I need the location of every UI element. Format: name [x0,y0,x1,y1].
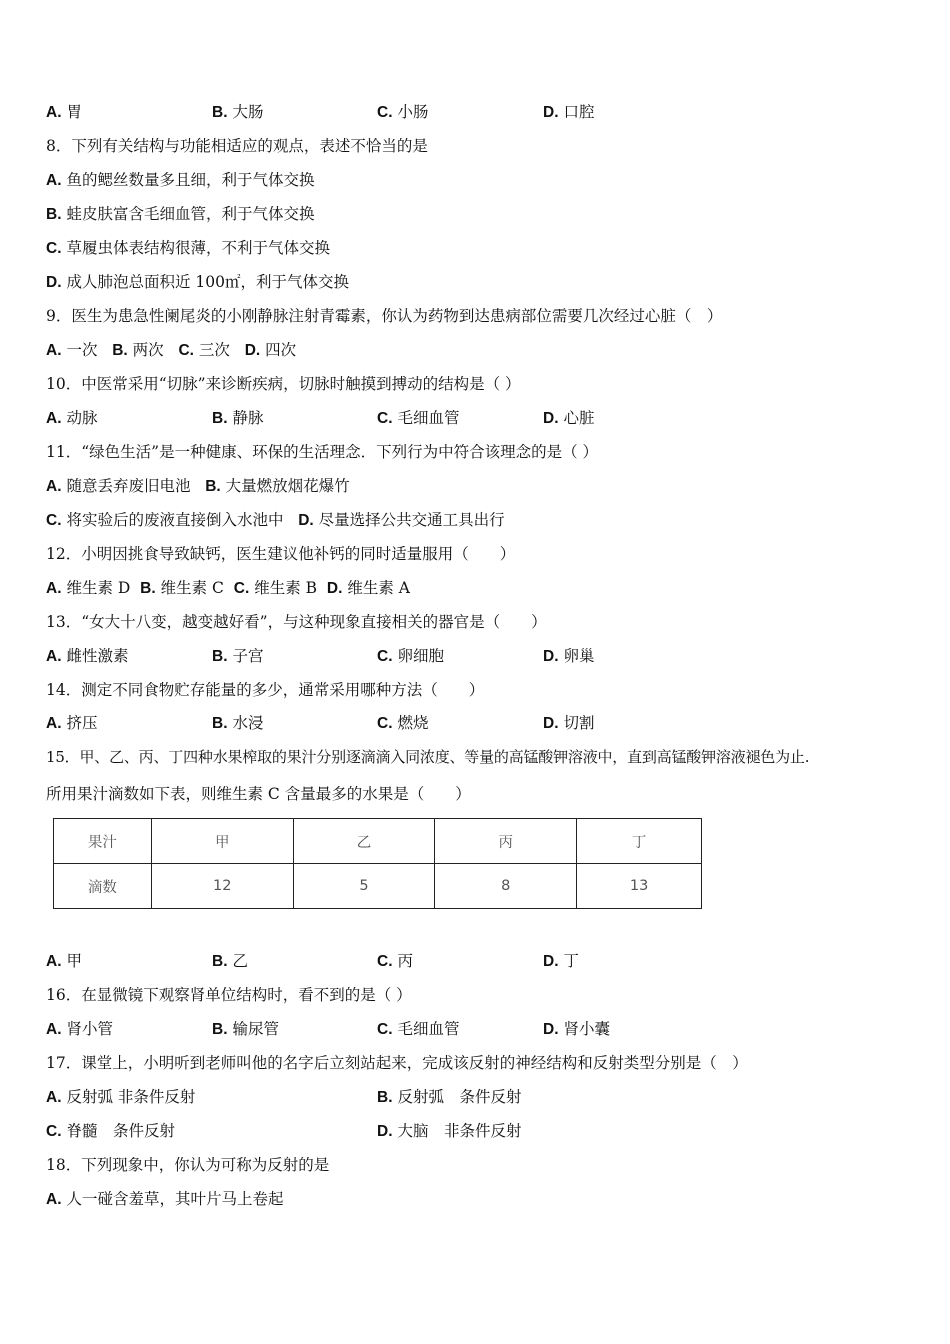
option-letter: C. [46,512,62,529]
option-letter: A. [46,1089,62,1106]
option-letter: D. [377,1123,393,1140]
q12-stem: 12．小明因挑食导致缺钙，医生建议他补钙的同时适量服用（ ） [46,545,516,563]
option-text: 子宫 [232,647,264,665]
option-text: 丙 [397,952,413,970]
option-letter: B. [212,104,228,121]
option-letter: D. [543,104,559,121]
option-letter: B. [212,648,228,665]
q14-option-b [212,713,263,734]
option-text: 卵巢 [563,647,595,665]
option-text: 卵细胞 [397,647,444,665]
option-letter: D. [543,953,559,970]
option-letter: C. [377,410,393,427]
option-text: 丁 [563,952,579,970]
q8-option-d [46,272,349,293]
q10-stem: 10．中医常采用“切脉”来诊断疾病，切脉时触摸到搏动的结构是（ ） [46,375,521,393]
q11-stem: 11．“绿色生活”是一种健康、环保的生活理念．下列行为中符合该理念的是（ ） [46,443,599,461]
option-text: 四次 [265,341,297,359]
option-letter: A. [46,1191,62,1208]
option-text: 草履虫体表结构很薄，不利于气体交换 [66,239,330,257]
option-letter: C. [377,104,393,121]
q10-option-b [212,408,263,429]
q10-option-c [377,408,459,429]
table-cell: 5 [293,864,435,909]
option-letter: B. [212,953,228,970]
option-letter: C. [377,648,393,665]
option-text: 肾小囊 [563,1020,610,1038]
option-text: 成人肺泡总面积近 100㎡，利于气体交换 [66,273,349,291]
option-letter: B. [112,342,128,359]
option-text: 静脉 [232,409,264,427]
option-letter: C. [46,1123,62,1140]
option-letter: C. [233,580,250,597]
q14-option-a [46,713,97,734]
q18-stem: 18．下列现象中，你认为可称为反射的是 [46,1156,330,1174]
option-letter: D. [244,342,261,359]
option-letter: C. [377,715,393,732]
q9-options [46,340,296,361]
table-row [54,864,702,909]
option-letter: C. [178,342,194,359]
option-text: 切割 [563,714,595,732]
q9-stem: 9．医生为患急性阑尾炎的小刚静脉注射青霉素，你认为药物到达患病部位需要几次经过心脏（ ） [46,307,723,325]
option-text: 甲 [66,952,82,970]
q15-option-a [46,951,82,972]
option-letter: C. [377,953,393,970]
table-cell: 丙 [435,819,577,864]
option-letter: D. [543,1021,559,1038]
q13-option-b [212,646,263,667]
option-text: 输尿管 [232,1020,279,1038]
option-text: 两次 [132,341,164,359]
q17-option-b [377,1087,521,1108]
table-cell: 滴数 [54,864,152,909]
table-cell: 13 [577,864,702,909]
option-letter: C. [377,1021,393,1038]
q11-options-cd [46,510,505,531]
q11-options-ab [46,476,350,497]
option-text: 维生素 C [160,579,224,597]
option-text: 口腔 [563,103,595,121]
option-text: 大脑 非条件反射 [397,1122,522,1140]
q16-option-b [212,1019,279,1040]
q16-stem: 16．在显微镜下观察肾单位结构时，看不到的是（ ） [46,986,412,1004]
q16-option-a [46,1019,113,1040]
table-cell: 甲 [151,819,293,864]
q15-option-d [543,951,579,972]
option-text: 心脏 [563,409,595,427]
q17-stem: 17．课堂上，小明听到老师叫他的名字后立刻站起来，完成该反射的神经结构和反射类型分别是（ ） [46,1054,748,1072]
table-cell: 丁 [577,819,702,864]
option-text: 水浸 [232,714,264,732]
option-letter: B. [140,580,156,597]
option-letter: A. [46,1021,62,1038]
option-text: 维生素 A [347,579,410,597]
option-letter: A. [46,104,62,121]
option-text: 乙 [232,952,248,970]
q7-option-b [212,102,263,123]
q8-option-a [46,170,314,191]
option-letter: A. [46,342,62,359]
table-cell: 8 [435,864,577,909]
table-cell: 乙 [293,819,435,864]
option-letter: A. [46,953,62,970]
q15-stem-line1: 15．甲、乙、丙、丁四种水果榨取的果汁分别逐滴滴入同浓度、等量的高锰酸钾溶液中，直到高锰酸钾溶液褪色为止. [46,748,810,766]
q13-option-d [543,646,594,667]
option-text: 维生素 B [254,579,318,597]
q14-option-d [543,713,594,734]
q15-stem-line2: 所用果汁滴数如下表，则维生素 C 含量最多的水果是（ ） [46,785,471,803]
option-text: 挤压 [66,714,98,732]
option-text: 反射弧 条件反射 [397,1088,522,1106]
option-letter: B. [46,206,62,223]
option-text: 尽量选择公共交通工具出行 [318,511,505,529]
q12-options [46,578,410,599]
q7-option-a [46,102,82,123]
table-header-row [54,819,702,864]
option-letter: A. [46,715,62,732]
option-letter: B. [205,478,221,495]
option-text: 肾小管 [66,1020,113,1038]
option-letter: D. [46,274,62,291]
q10-option-a [46,408,97,429]
q10-option-d [543,408,594,429]
option-letter: B. [212,715,228,732]
q8-option-b [46,204,314,225]
option-letter: C. [46,240,62,257]
option-text: 毛细血管 [397,1020,460,1038]
q15-option-c [377,951,413,972]
q17-option-d [377,1121,521,1142]
q7-option-c [377,102,428,123]
option-text: 燃烧 [397,714,429,732]
q17-option-c [46,1121,175,1142]
q13-stem: 13．“女大十八变，越变越好看”，与这种现象直接相关的器官是（ ） [46,613,547,631]
option-text: 大量燃放烟花爆竹 [225,477,350,495]
option-letter: D. [543,648,559,665]
q13-option-a [46,646,128,667]
q14-stem: 14．测定不同食物贮存能量的多少，通常采用哪种方法（ ） [46,681,485,699]
option-text: 毛细血管 [397,409,460,427]
option-text: 大肠 [232,103,264,121]
q17-option-a [46,1087,195,1108]
option-text: 脊髓 条件反射 [66,1122,175,1140]
option-text: 鱼的鳃丝数量多且细，利于气体交换 [66,171,315,189]
option-letter: A. [46,410,62,427]
option-text: 小肠 [397,103,429,121]
q16-option-c [377,1019,459,1040]
table-cell: 果汁 [54,819,152,864]
option-text: 反射弧 非条件反射 [66,1088,196,1106]
option-letter: D. [543,410,559,427]
option-letter: A. [46,172,62,189]
option-text: 维生素 D [66,579,131,597]
option-letter: B. [377,1089,393,1106]
option-letter: A. [46,648,62,665]
q13-option-c [377,646,444,667]
option-text: 胃 [66,103,82,121]
option-text: 人一碰含羞草，其叶片马上卷起 [66,1190,284,1208]
option-letter: B. [212,1021,228,1038]
q8-option-c [46,238,330,259]
q14-option-c [377,713,428,734]
option-text: 动脉 [66,409,98,427]
option-text: 蛙皮肤富含毛细血管，利于气体交换 [66,205,315,223]
q8-stem: 8．下列有关结构与功能相适应的观点，表述不恰当的是 [46,137,428,155]
q18-option-a [46,1189,283,1210]
option-letter: B. [212,410,228,427]
option-letter: A. [46,478,62,495]
q16-option-d [543,1019,610,1040]
option-text: 雌性激素 [66,647,129,665]
table-cell: 12 [151,864,293,909]
option-text: 一次 [66,341,98,359]
q7-option-d [543,102,594,123]
juice-drops-table [53,818,702,909]
q15-option-b [212,951,248,972]
option-letter: A. [46,580,62,597]
option-text: 将实验后的废液直接倒入水池中 [66,511,284,529]
option-letter: D. [543,715,559,732]
option-letter: D. [326,580,343,597]
option-text: 三次 [198,341,230,359]
option-text: 随意丢弃废旧电池 [66,477,191,495]
option-letter: D. [298,512,314,529]
